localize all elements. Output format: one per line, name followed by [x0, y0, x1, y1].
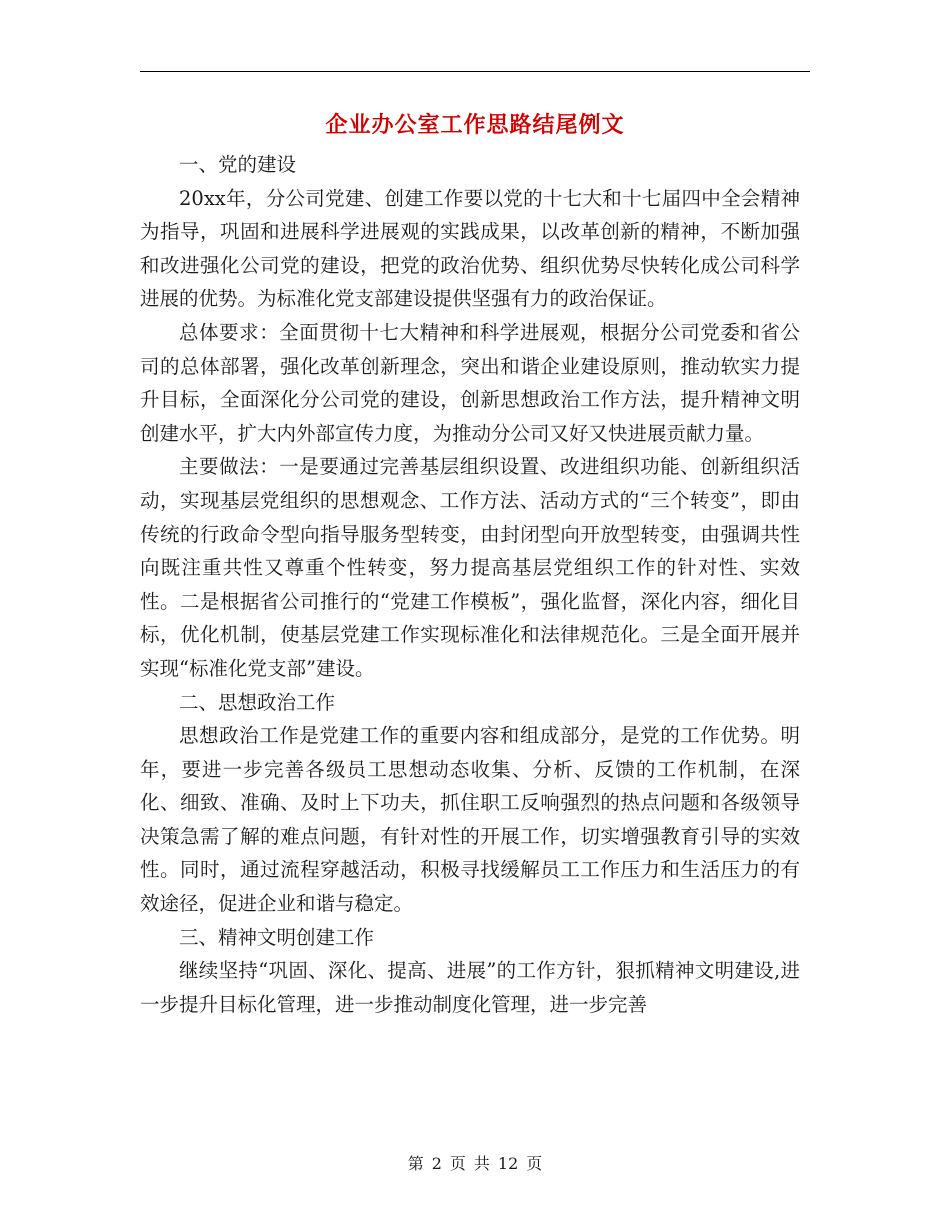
page-label-prefix: 第 [407, 1154, 424, 1173]
paragraph: 主要做法：一是要通过完善基层组织设置、改进组织功能、创新组织活动，实现基层党组织的思想观念、工作方法、活动方式的“三个转变”，即由传统的行政命令型向指导服务型转变，由封闭型向开放型转变，由强调共性向既注重共性又尊重个性转变，努力提高基层党组织工作的针对性、实效性。二是根据省公司推行的“党建工作模板”，强化监督，深化内容，细化目标，优化机制，使基层党建工作实现标准化和法律规范化。三是全面开展并实现“标准化党支部”建设。 [140, 455, 800, 680]
section-heading-civilization-work: 三、精神文明创建工作 [179, 925, 375, 949]
page-label-mid1: 页 [449, 1154, 466, 1173]
document-title: 企业办公室工作思路结尾例文 [325, 112, 625, 138]
section-heading-party-building: 一、党的建设 [179, 153, 297, 176]
document-body [140, 148, 800, 1021]
paragraph: 总体要求：全面贯彻十七大精神和科学进展观，根据分公司党委和省公司的总体部署，强化改革创新理念，突出和谐企业建设原则，推动软实力提升目标，全面深化分公司党的建设，创新思想政治工作方法，提升精神文明创建水平，扩大内外部宣传力度，为推动分公司又好又快进展贡献力量。 [140, 320, 800, 445]
page-label-mid2: 共 [473, 1154, 490, 1173]
paragraph: 继续坚持“巩固、深化、提高、进展”的工作方针，狠抓精神文明建设,进一步提升目标化管理，进一步推动制度化管理，进一步完善 [140, 959, 800, 1016]
header-rule [140, 71, 810, 72]
section-heading-ideological-work: 二、思想政治工作 [179, 690, 336, 714]
total-page-count: 12 [497, 1154, 519, 1173]
paragraph: 思想政治工作是党建工作的重要内容和组成部分，是党的工作优势。明年，要进一步完善各级员工思想动态收集、分析、反馈的工作机制，在深化、细致、准确、及时上下功夫，抓住职工反响强烈的热点问题和各级领导决策急需了解的难点问题，有针对性的开展工作，切实增强教育引导的实效性。同时，通过流程穿越活动，积极寻找缓解员工工作压力和生活压力的有效途径，促进企业和谐与稳定。 [140, 724, 800, 916]
current-page-number: 2 [431, 1154, 442, 1173]
paragraph: 20xx年，分公司党建、创建工作要以党的十七大和十七届四中全会精神为指导，巩固和进展科学进展观的实践成果，以改革创新的精神，不断加强和改进强化公司党的建设，把党的政治优势、组织优势尽快转化成公司科学进展的优势。为标准化党支部建设提供坚强有力的政治保证。 [140, 186, 800, 311]
page-label-suffix: 页 [526, 1154, 543, 1173]
page-number-footer [0, 1152, 950, 1176]
